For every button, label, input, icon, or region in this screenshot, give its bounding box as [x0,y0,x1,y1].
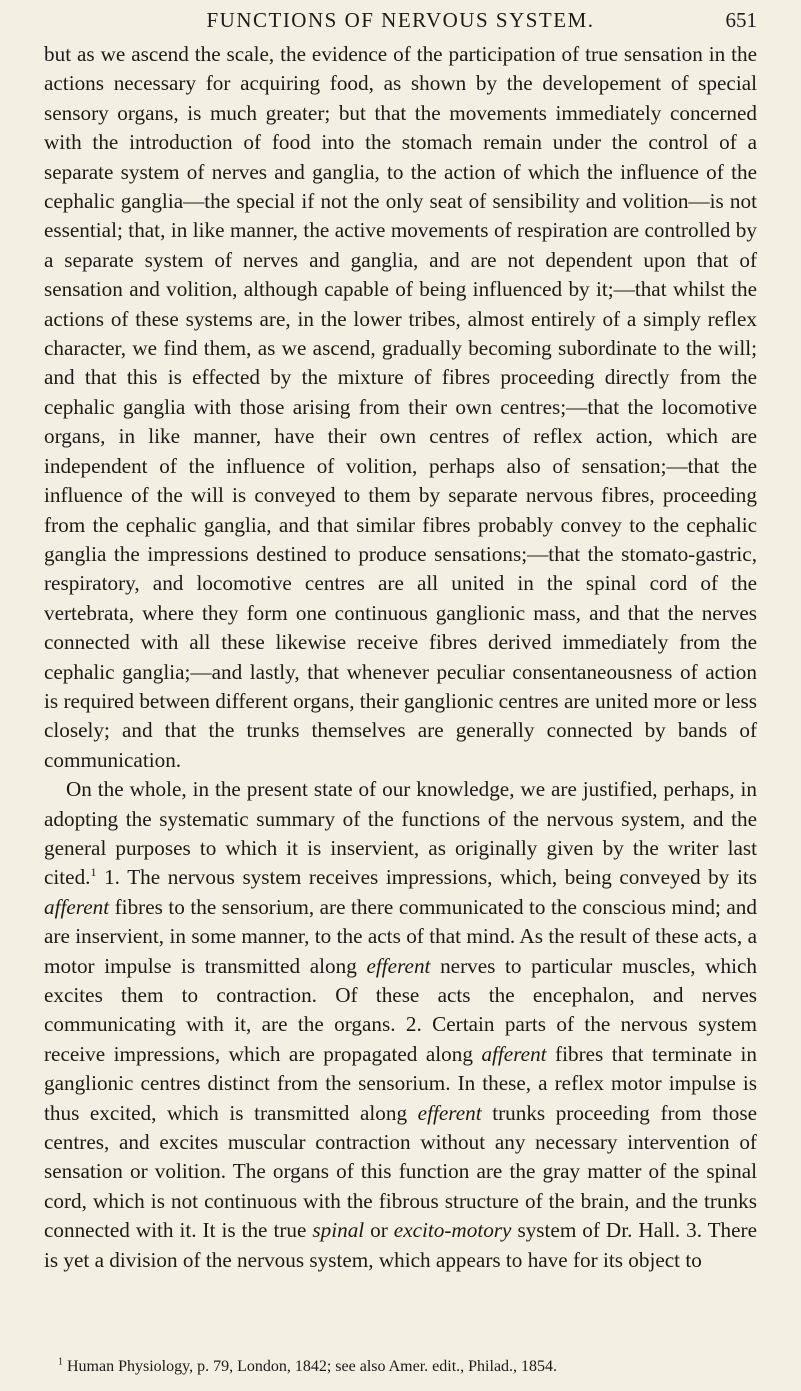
p2-text-a: On the whole, in the present state of our knowledge, we are justified, perhaps, in adopting the systematic summary of the functions of the nervous system, and the general purposes to which it is inservient, as originally given by the writer last cited. [44,777,757,890]
p2-text-e: fibres that terminate in ganglionic centres distinct from the sensorium. In these, a reflex motor impulse is thus excited, which is transmitted along [44,1041,757,1125]
footnote-text: Human Physiology, p. 79, London, 1842; see also Amer. edit., Philad., 1854. [63,1358,558,1375]
running-head: FUNCTIONS OF NERVOUS SYSTEM. [206,8,595,32]
p2-text-b: 1. The nervous system receives impressions, which, being conveyed by its [96,865,757,890]
p2-text-g: or [364,1218,394,1243]
p2-text-f: trunks proceeding from those centres, and excites muscular contraction without any necessary intervention of sensation or volition. The organs of this function are the gray matter of the spinal cord, which is not continuous with the fibrous structure of the brain, and the trunks connected with it. It is the true [44,1100,757,1243]
footnote-reference: 1 [90,865,97,880]
term-spinal: spinal [312,1218,365,1243]
term-afferent-2: afferent [481,1041,547,1066]
paragraph-1: but as we ascend the scale, the evidence of the participation of true sensation in the actions necessary for acquiring food, as shown by the developement of special sensory organs, is much greater; but that the movements immediately concerned with the introduction of food into the stomach remain under the control of a separate system of nerves and ganglia, to the action of which the influence of the cephalic ganglia—the special if not the only seat of sensibility and volition—is not essential; that, in like manner, the active movements of respiration are controlled by a separate system of nerves and ganglia, and are not dependent upon that of sensation and volition, although capable of being influenced by it;—that whilst the actions of these systems are, in the lower tribes, almost entirely of a simply reflex character, we find them, as we ascend, gradually becoming subordinate to the will; and that this is effected by the mixture of fibres proceeding directly from the cephalic ganglia with those arising from their own centres;—that the locomotive organs, in like manner, have their own centres of reflex action, which are independent of the influence of volition, perhaps also of sensation;—that the influence of the will is conveyed to them by separate nervous fibres, proceeding from the cephalic ganglia, and that similar fibres probably convey to the cephalic ganglia the impressions destined to produce sensations;—that the stomato-gastric, respiratory, and locomotive centres are all united in the spinal cord of the vertebrata, where they form one continuous ganglionic mass, and that the nerves connected with all these likewise receive fibres derived immediately from the cephalic ganglia;—and lastly, that whenever peculiar consentaneousness of action is required between different organs, their ganglionic centres are united more or less closely; and that the trunks themselves are generally connected by bands of communication. [44,42,757,772]
page-number: 651 [725,8,757,32]
p2-text-h: system of Dr. Hall. 3. There is yet a division of the nervous system, which appears to have for its object to [44,1218,758,1272]
body-text [44,40,757,1275]
footnote-marker: 1 [58,1356,63,1368]
term-efferent-2: efferent [417,1100,482,1125]
p2-text-d: nerves to particular muscles, which excites them to contraction. Of these acts the encephalon, and nerves communicating with it, are the organs. 2. Certain parts of the nervous system receive impressions, which are propagated along [44,953,757,1066]
paragraph-2 [44,775,757,1275]
term-excito-motory: excito-motory [393,1218,512,1243]
page-header [44,0,757,40]
term-afferent: afferent [44,894,110,919]
footnote [58,1357,757,1377]
p2-text-c: fibres to the sensorium, are there communicated to the conscious mind; and are inservient, in some manner, to the acts of that mind. As the result of these acts, a motor impulse is transmitted along [44,894,757,978]
term-efferent: efferent [366,953,431,978]
